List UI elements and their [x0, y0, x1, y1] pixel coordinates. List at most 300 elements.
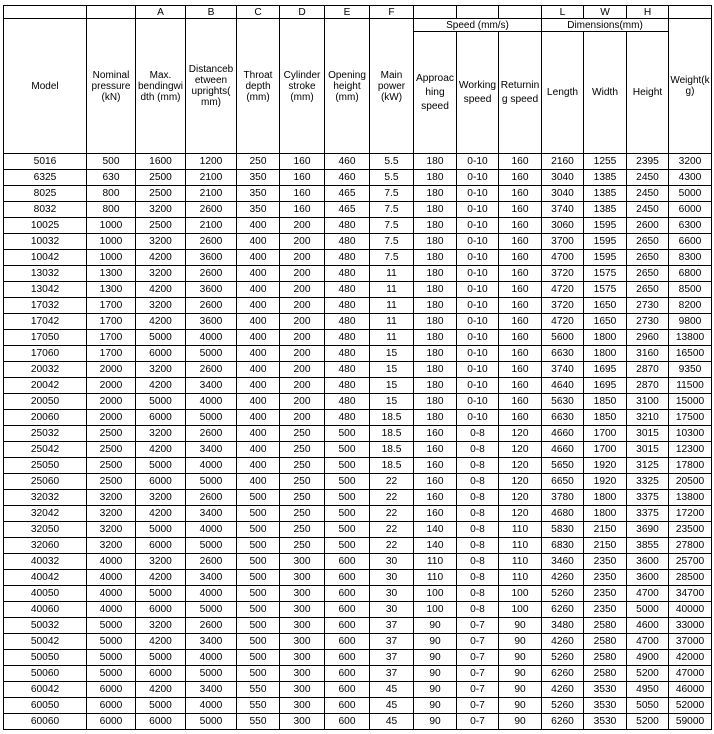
table-cell: 4700 — [627, 634, 669, 650]
table-cell: 600 — [325, 570, 370, 586]
table-cell: 22 — [370, 474, 414, 490]
table-cell: 480 — [325, 282, 370, 298]
table-cell: 0-7 — [457, 682, 499, 698]
table-cell: 600 — [325, 650, 370, 666]
table-cell: 250 — [280, 474, 325, 490]
table-cell: 47000 — [669, 666, 712, 682]
table-cell: 480 — [325, 218, 370, 234]
table-cell: 300 — [280, 602, 325, 618]
table-cell: 50032 — [4, 618, 87, 634]
table-cell: 5050 — [627, 698, 669, 714]
table-cell: 120 — [499, 458, 542, 474]
table-cell: 18.5 — [370, 442, 414, 458]
table-cell: 480 — [325, 298, 370, 314]
table-cell: 10042 — [4, 250, 87, 266]
table-cell: 160 — [499, 346, 542, 362]
table-cell: 2395 — [627, 154, 669, 170]
table-cell: 28500 — [669, 570, 712, 586]
table-row — [4, 282, 712, 298]
table-cell: 200 — [280, 314, 325, 330]
table-cell: 8200 — [669, 298, 712, 314]
table-cell: 160 — [280, 154, 325, 170]
table-cell: 480 — [325, 394, 370, 410]
table-cell: 120 — [499, 442, 542, 458]
table-cell: 1700 — [584, 426, 627, 442]
table-cell: 3400 — [186, 634, 237, 650]
table-cell: 90 — [499, 698, 542, 714]
table-cell: 25042 — [4, 442, 87, 458]
table-cell: 500 — [237, 586, 280, 602]
table-cell: 600 — [325, 554, 370, 570]
table-cell: 2160 — [542, 154, 584, 170]
table-cell: 250 — [280, 442, 325, 458]
table-row — [4, 346, 712, 362]
table-cell: 160 — [499, 186, 542, 202]
table-cell: 200 — [280, 378, 325, 394]
table-cell: 4000 — [87, 602, 136, 618]
table-row — [4, 330, 712, 346]
table-cell: 160 — [280, 186, 325, 202]
letter-row — [4, 6, 712, 19]
table-row — [4, 666, 712, 682]
table-cell: 50060 — [4, 666, 87, 682]
table-cell: 90 — [414, 698, 457, 714]
table-cell: 6630 — [542, 346, 584, 362]
table-cell: 500 — [237, 554, 280, 570]
table-cell: 4300 — [669, 170, 712, 186]
table-cell: 5650 — [542, 458, 584, 474]
table-cell: 1575 — [584, 282, 627, 298]
table-cell: 3855 — [627, 538, 669, 554]
table-cell: 46000 — [669, 682, 712, 698]
table-cell: 6650 — [542, 474, 584, 490]
table-cell: 160 — [499, 154, 542, 170]
table-cell: 3600 — [186, 314, 237, 330]
table-cell: 300 — [280, 634, 325, 650]
table-cell: 500 — [325, 442, 370, 458]
table-cell: 600 — [325, 666, 370, 682]
table-cell: 6260 — [542, 714, 584, 730]
table-cell: 0-8 — [457, 426, 499, 442]
table-cell: 90 — [414, 634, 457, 650]
table-cell: 37 — [370, 634, 414, 650]
table-cell: 4720 — [542, 282, 584, 298]
table-cell: 37 — [370, 618, 414, 634]
table-cell: 32032 — [4, 490, 87, 506]
table-cell: 16500 — [669, 346, 712, 362]
table-cell: 40000 — [669, 602, 712, 618]
table-cell: 0-10 — [457, 186, 499, 202]
table-cell: 5016 — [4, 154, 87, 170]
table-cell: 18.5 — [370, 426, 414, 442]
table-cell: 6630 — [542, 410, 584, 426]
table-cell: 3400 — [186, 378, 237, 394]
table-cell: 0-8 — [457, 570, 499, 586]
table-cell: 2500 — [136, 170, 186, 186]
table-cell: 2350 — [584, 586, 627, 602]
table-row — [4, 234, 712, 250]
table-cell: 480 — [325, 346, 370, 362]
table-cell: 120 — [499, 426, 542, 442]
table-cell: 2580 — [584, 650, 627, 666]
table-cell: 160 — [499, 330, 542, 346]
table-cell: 2350 — [584, 602, 627, 618]
table-cell: 6260 — [542, 602, 584, 618]
table-cell: 5260 — [542, 698, 584, 714]
table-cell: 180 — [414, 362, 457, 378]
table-cell: 2730 — [627, 314, 669, 330]
table-cell: 500 — [325, 522, 370, 538]
table-cell: 4000 — [186, 650, 237, 666]
table-cell: 5.5 — [370, 170, 414, 186]
table-row — [4, 650, 712, 666]
table-cell: 1595 — [584, 250, 627, 266]
header-speed-group: Speed (mm/s) — [414, 19, 542, 32]
table-cell: 8032 — [4, 202, 87, 218]
table-cell: 5000 — [136, 698, 186, 714]
table-cell: 37 — [370, 666, 414, 682]
table-cell: 0-8 — [457, 474, 499, 490]
table-cell: 1700 — [87, 298, 136, 314]
table-cell: 0-7 — [457, 714, 499, 730]
table-cell: 15 — [370, 346, 414, 362]
table-cell: 6000 — [136, 666, 186, 682]
table-cell: 400 — [237, 266, 280, 282]
table-cell: 1650 — [584, 314, 627, 330]
table-cell: 4200 — [136, 634, 186, 650]
table-cell: 400 — [237, 250, 280, 266]
header-opening-height: Opening height (mm) — [325, 19, 370, 154]
table-cell: 37000 — [669, 634, 712, 650]
table-cell: 1800 — [584, 490, 627, 506]
table-cell: 2960 — [627, 330, 669, 346]
letter-cell: A — [136, 6, 186, 19]
table-cell: 160 — [499, 394, 542, 410]
table-cell: 4000 — [186, 458, 237, 474]
table-cell: 1695 — [584, 362, 627, 378]
table-cell: 2600 — [186, 266, 237, 282]
table-cell: 12300 — [669, 442, 712, 458]
table-cell: 400 — [237, 458, 280, 474]
table-cell: 600 — [325, 618, 370, 634]
table-row — [4, 298, 712, 314]
table-cell: 25700 — [669, 554, 712, 570]
table-cell: 30 — [370, 586, 414, 602]
table-row — [4, 202, 712, 218]
table-cell: 100 — [414, 602, 457, 618]
table-cell: 32060 — [4, 538, 87, 554]
table-cell: 3600 — [627, 570, 669, 586]
table-cell: 3200 — [136, 202, 186, 218]
table-cell: 3690 — [627, 522, 669, 538]
table-cell: 10032 — [4, 234, 87, 250]
table-cell: 8300 — [669, 250, 712, 266]
table-cell: 2150 — [584, 538, 627, 554]
table-cell: 1575 — [584, 266, 627, 282]
table-cell: 6300 — [669, 218, 712, 234]
table-cell: 20032 — [4, 362, 87, 378]
table-cell: 3015 — [627, 442, 669, 458]
table-cell: 600 — [325, 634, 370, 650]
table-cell: 2580 — [584, 634, 627, 650]
table-cell: 2580 — [584, 618, 627, 634]
letter-cell: W — [584, 6, 627, 19]
table-cell: 4600 — [627, 618, 669, 634]
table-cell: 0-8 — [457, 538, 499, 554]
table-cell: 3160 — [627, 346, 669, 362]
table-cell: 60060 — [4, 714, 87, 730]
table-cell: 4000 — [186, 394, 237, 410]
table-cell: 6000 — [669, 202, 712, 218]
table-cell: 2350 — [584, 570, 627, 586]
table-cell: 110 — [499, 570, 542, 586]
table-cell: 3100 — [627, 394, 669, 410]
table-cell: 160 — [414, 506, 457, 522]
table-cell: 400 — [237, 442, 280, 458]
table-cell: 400 — [237, 362, 280, 378]
table-cell: 3200 — [136, 298, 186, 314]
table-cell: 4260 — [542, 570, 584, 586]
table-cell: 5000 — [186, 714, 237, 730]
table-cell: 6000 — [87, 698, 136, 714]
letter-cell: E — [325, 6, 370, 19]
table-cell: 500 — [325, 426, 370, 442]
letter-cell: D — [280, 6, 325, 19]
table-cell: 13800 — [669, 330, 712, 346]
table-cell: 4720 — [542, 314, 584, 330]
table-cell: 5260 — [542, 650, 584, 666]
table-cell: 1255 — [584, 154, 627, 170]
table-cell: 480 — [325, 250, 370, 266]
table-cell: 5000 — [87, 634, 136, 650]
table-cell: 200 — [280, 218, 325, 234]
table-cell: 2100 — [186, 218, 237, 234]
table-cell: 400 — [237, 378, 280, 394]
table-cell: 600 — [325, 682, 370, 698]
table-cell: 17032 — [4, 298, 87, 314]
header-distance-between-uprights: Distanceb etween uprights( mm) — [186, 19, 237, 154]
table-cell: 3200 — [136, 426, 186, 442]
table-cell: 200 — [280, 394, 325, 410]
table-cell: 500 — [237, 490, 280, 506]
table-cell: 11 — [370, 266, 414, 282]
table-cell: 2600 — [627, 218, 669, 234]
table-row — [4, 698, 712, 714]
table-cell: 8025 — [4, 186, 87, 202]
table-cell: 6000 — [136, 602, 186, 618]
table-cell: 30 — [370, 554, 414, 570]
table-cell: 22 — [370, 538, 414, 554]
table-cell: 180 — [414, 202, 457, 218]
table-cell: 160 — [414, 442, 457, 458]
table-cell: 3400 — [186, 442, 237, 458]
table-cell: 6000 — [87, 682, 136, 698]
table-cell: 4260 — [542, 682, 584, 698]
table-cell: 250 — [280, 426, 325, 442]
table-cell: 3200 — [87, 538, 136, 554]
table-cell: 5000 — [669, 186, 712, 202]
table-cell: 0-10 — [457, 314, 499, 330]
table-cell: 5000 — [186, 410, 237, 426]
table-row — [4, 570, 712, 586]
table-cell: 2600 — [186, 618, 237, 634]
table-cell: 17800 — [669, 458, 712, 474]
table-cell: 15000 — [669, 394, 712, 410]
table-cell: 180 — [414, 314, 457, 330]
table-cell: 0-7 — [457, 650, 499, 666]
table-cell: 100 — [499, 602, 542, 618]
table-cell: 3200 — [136, 234, 186, 250]
table-cell: 480 — [325, 410, 370, 426]
table-cell: 5000 — [186, 474, 237, 490]
header-nominal-pressure: Nominal pressure (kN) — [87, 19, 136, 154]
table-cell: 5630 — [542, 394, 584, 410]
table-cell: 90 — [414, 666, 457, 682]
table-cell: 0-10 — [457, 234, 499, 250]
table-cell: 3400 — [186, 570, 237, 586]
table-cell: 160 — [499, 234, 542, 250]
table-cell: 160 — [414, 474, 457, 490]
table-cell: 5200 — [627, 666, 669, 682]
table-cell: 0-7 — [457, 698, 499, 714]
table-cell: 3600 — [627, 554, 669, 570]
table-cell: 42000 — [669, 650, 712, 666]
table-cell: 2100 — [186, 186, 237, 202]
table-cell: 7.5 — [370, 234, 414, 250]
table-cell: 33000 — [669, 618, 712, 634]
table-cell: 1595 — [584, 234, 627, 250]
table-cell: 3720 — [542, 298, 584, 314]
table-row — [4, 266, 712, 282]
table-cell: 160 — [499, 218, 542, 234]
table-cell: 4200 — [136, 378, 186, 394]
table-cell: 50050 — [4, 650, 87, 666]
table-cell: 2600 — [186, 426, 237, 442]
table-cell: 500 — [325, 474, 370, 490]
table-cell: 460 — [325, 170, 370, 186]
table-cell: 0-10 — [457, 330, 499, 346]
table-row — [4, 250, 712, 266]
table-cell: 3400 — [186, 682, 237, 698]
letter-cell: C — [237, 6, 280, 19]
table-cell: 4640 — [542, 378, 584, 394]
table-cell: 3740 — [542, 202, 584, 218]
table-cell: 60050 — [4, 698, 87, 714]
table-cell: 3375 — [627, 490, 669, 506]
table-cell: 7.5 — [370, 250, 414, 266]
table-cell: 3530 — [584, 714, 627, 730]
table-row — [4, 410, 712, 426]
header-cylinder-stroke: Cylinder stroke (mm) — [280, 19, 325, 154]
table-cell: 2650 — [627, 234, 669, 250]
table-cell: 90 — [499, 666, 542, 682]
table-cell: 2000 — [87, 362, 136, 378]
table-cell: 500 — [237, 618, 280, 634]
table-cell: 25050 — [4, 458, 87, 474]
table-cell: 400 — [237, 426, 280, 442]
table-cell: 5000 — [87, 618, 136, 634]
table-cell: 1800 — [584, 330, 627, 346]
table-cell: 3200 — [136, 554, 186, 570]
table-cell: 500 — [325, 490, 370, 506]
table-cell: 200 — [280, 250, 325, 266]
table-row — [4, 490, 712, 506]
table-cell: 11 — [370, 314, 414, 330]
table-cell: 500 — [325, 538, 370, 554]
table-cell: 2500 — [87, 442, 136, 458]
table-cell: 5000 — [136, 394, 186, 410]
table-cell: 3460 — [542, 554, 584, 570]
table-cell: 1800 — [584, 506, 627, 522]
table-cell: 13800 — [669, 490, 712, 506]
table-cell: 1600 — [136, 154, 186, 170]
table-cell: 2600 — [186, 490, 237, 506]
table-row — [4, 682, 712, 698]
table-cell: 465 — [325, 186, 370, 202]
table-cell: 2100 — [186, 170, 237, 186]
table-cell: 2600 — [186, 234, 237, 250]
table-cell: 40060 — [4, 602, 87, 618]
table-cell: 140 — [414, 538, 457, 554]
table-cell: 480 — [325, 330, 370, 346]
table-cell: 5260 — [542, 586, 584, 602]
table-cell: 4000 — [186, 586, 237, 602]
table-cell: 500 — [237, 650, 280, 666]
table-cell: 4200 — [136, 442, 186, 458]
table-cell: 0-8 — [457, 506, 499, 522]
table-cell: 2000 — [87, 378, 136, 394]
table-cell: 7.5 — [370, 186, 414, 202]
table-cell: 3780 — [542, 490, 584, 506]
table-cell: 5000 — [136, 458, 186, 474]
table-cell: 1695 — [584, 378, 627, 394]
table-cell: 180 — [414, 394, 457, 410]
table-cell: 110 — [414, 570, 457, 586]
table-cell: 22 — [370, 522, 414, 538]
letter-cell: H — [627, 6, 669, 19]
table-cell: 400 — [237, 474, 280, 490]
table-cell: 200 — [280, 282, 325, 298]
table-cell: 400 — [237, 346, 280, 362]
table-cell: 40050 — [4, 586, 87, 602]
table-cell: 180 — [414, 378, 457, 394]
table-cell: 20042 — [4, 378, 87, 394]
table-cell: 1300 — [87, 282, 136, 298]
table-cell: 160 — [499, 378, 542, 394]
table-cell: 40042 — [4, 570, 87, 586]
table-cell: 1000 — [87, 250, 136, 266]
table-cell: 1700 — [584, 442, 627, 458]
table-cell: 0-10 — [457, 202, 499, 218]
table-cell: 160 — [499, 266, 542, 282]
table-cell: 500 — [237, 666, 280, 682]
letter-cell-blank — [414, 6, 457, 19]
table-cell: 6000 — [136, 410, 186, 426]
table-cell: 17060 — [4, 346, 87, 362]
table-row — [4, 458, 712, 474]
table-cell: 400 — [237, 218, 280, 234]
table-cell: 27800 — [669, 538, 712, 554]
table-cell: 5830 — [542, 522, 584, 538]
group-header-row — [4, 19, 712, 32]
table-row — [4, 506, 712, 522]
table-cell: 4700 — [542, 250, 584, 266]
table-cell: 0-7 — [457, 666, 499, 682]
table-cell: 120 — [499, 506, 542, 522]
table-cell: 180 — [414, 170, 457, 186]
table-cell: 15 — [370, 394, 414, 410]
table-cell: 0-10 — [457, 394, 499, 410]
